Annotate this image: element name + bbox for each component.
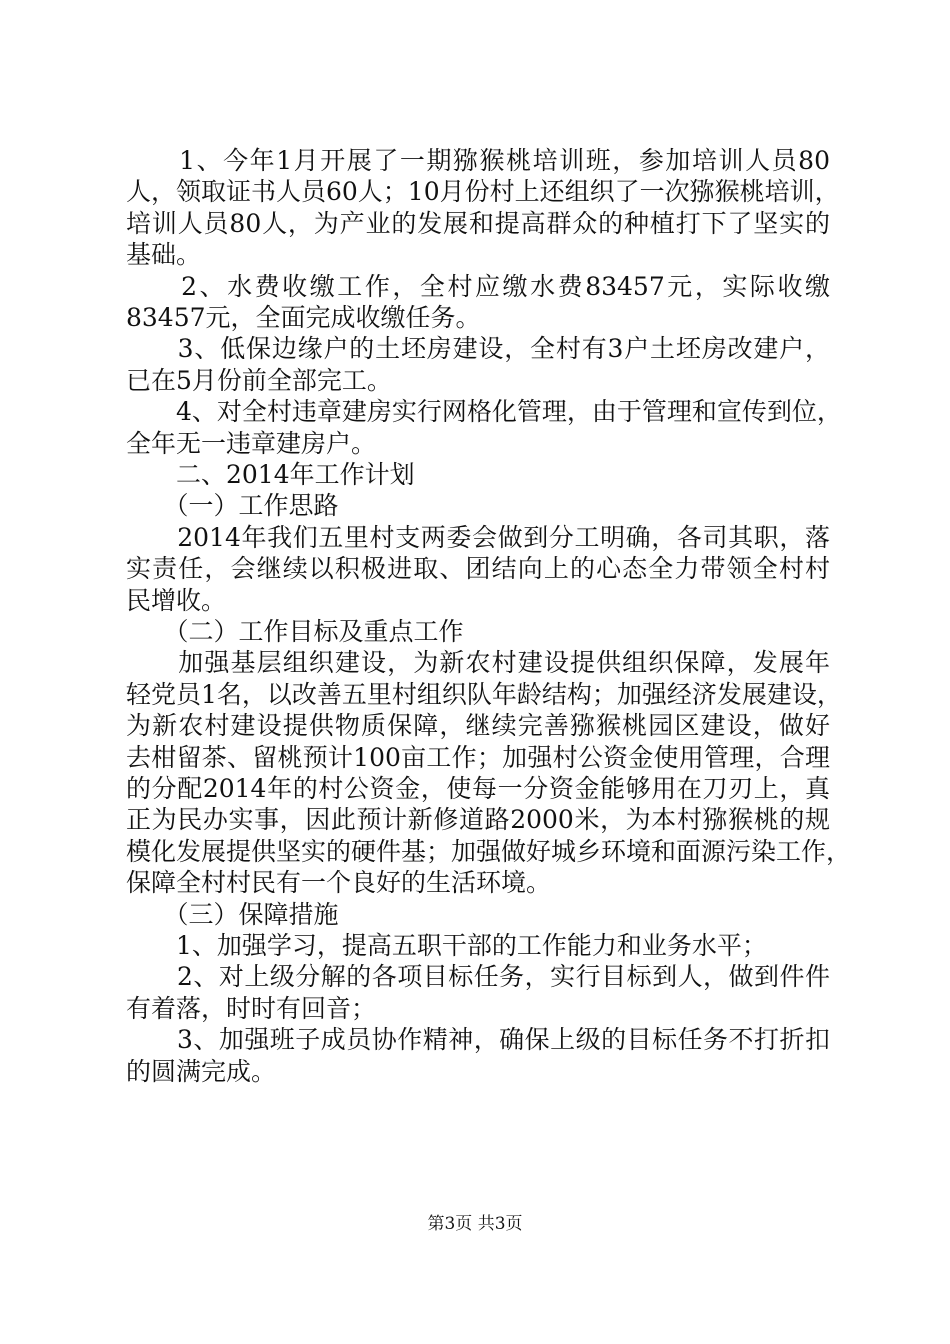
section-heading: 二、2014年工作计划 [126,460,415,489]
text-line: 培训人员80人，为产业的发展和提高群众的种植打下了坚实的 [126,209,830,238]
text-line: 正为民办实事，因此预计新修道路2000米，为本村猕猴桃的规 [126,805,830,834]
text-line: 基础。 [126,240,202,269]
text-line: 人，领取证书人员60人；10月份村上还组织了一次猕猴桃培训， [126,177,840,206]
text-line: 有着落，时时有回音； [126,994,377,1023]
subsection-heading: （二）工作目标及重点工作 [126,617,464,646]
text-line: 的分配2014年的村公资金，使每一分资金能够用在刀刃上，真 [126,774,830,803]
text-line: 2、水费收缴工作，全村应缴水费83457元，实际收缴 [126,272,830,301]
text-line: 实责任，会继续以积极进取、团结向上的心态全力带领全村村 [126,554,830,583]
text-line: 3、加强班子成员协作精神，确保上级的目标任务不打折扣 [126,1025,830,1054]
text-line: 2、对上级分解的各项目标任务，实行目标到人，做到件件 [126,962,830,991]
text-line: 已在5月份前全部完工。 [126,366,392,395]
text-line: 83457元，全面完成收缴任务。 [126,303,481,332]
text-line: 为新农村建设提供物质保障，继续完善猕猴桃园区建设，做好 [126,711,830,740]
text-line: 1、今年1月开展了一期猕猴桃培训班，参加培训人员80 [126,146,830,175]
text-line: 全年无一违章建房户。 [126,429,377,458]
text-line: 1、加强学习，提高五职干部的工作能力和业务水平； [126,931,767,960]
text-line: 轻党员1名，以改善五里村组织队年龄结构；加强经济发展建设， [126,680,842,709]
subsection-heading: （三）保障措施 [126,900,339,929]
subsection-heading: （一）工作思路 [126,491,339,520]
page-number-footer: 第3页 共3页 [427,1214,523,1234]
text-line: 3、低保边缘户的土坯房建设，全村有3户土坯房改建户， [126,334,830,363]
text-line: 模化发展提供坚实的硬件基；加强做好城乡环境和面源污染工作， [126,837,852,866]
text-line: 2014年我们五里村支两委会做到分工明确，各司其职，落 [126,523,830,552]
text-line: 保障全村村民有一个良好的生活环境。 [126,868,552,897]
text-line: 4、对全村违章建房实行网格化管理，由于管理和宣传到位， [126,397,842,426]
text-line: 的圆满完成。 [126,1057,277,1086]
text-line: 加强基层组织建设，为新农村建设提供组织保障，发展年 [126,648,830,677]
text-line: 民增收。 [126,586,227,615]
text-line: 去柑留茶、留桃预计100亩工作；加强村公资金使用管理，合理 [126,743,830,772]
